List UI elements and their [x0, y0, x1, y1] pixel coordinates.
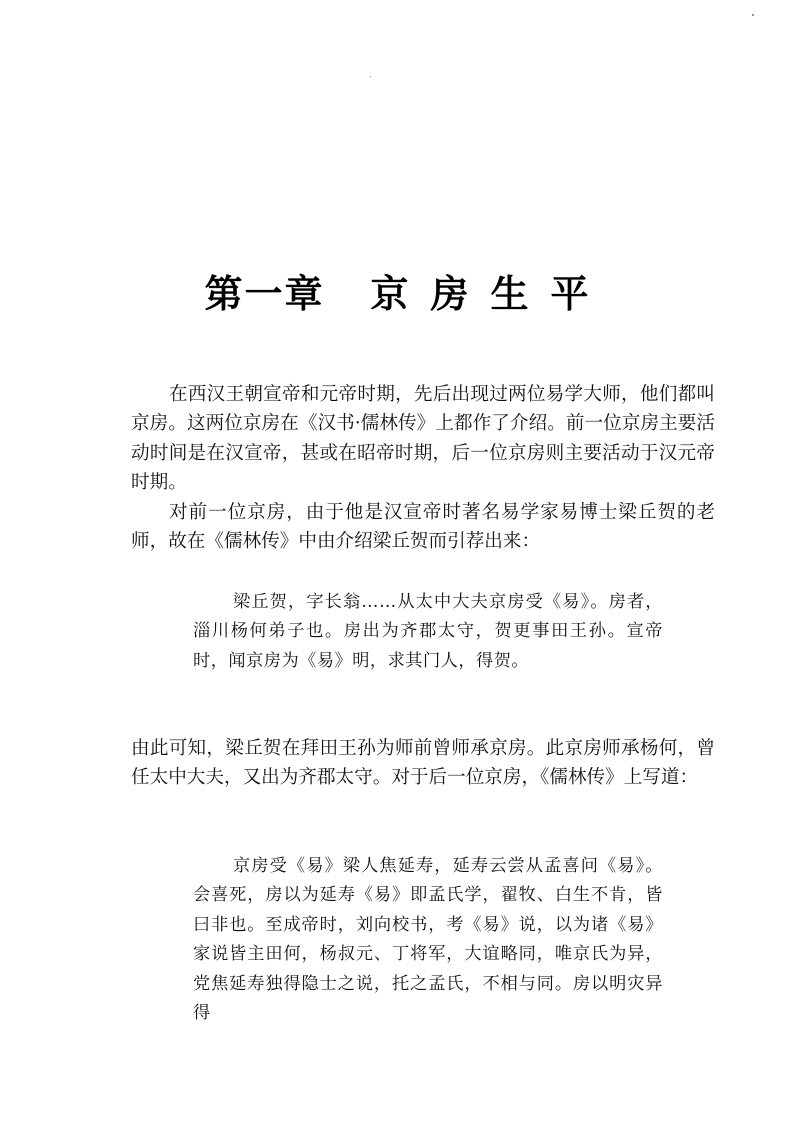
- chapter-title: [0, 270, 793, 318]
- chapter-name: 京房生平: [370, 271, 611, 316]
- scan-speck: [752, 14, 754, 16]
- body-paragraph-2: 对前一位京房，由于他是汉宣帝时著名易学家易博士梁丘贺的老师，故在《儒林传》中由介绍梁丘贺而引荐出来：: [131, 502, 715, 553]
- body-paragraph-1: 在西汉王朝宣帝和元帝时期，先后出现过两位易学大师，他们都叫京房。这两位京房在《汉书·儒林传》上都作了介绍。前一位京房主要活动时间是在汉宣帝，甚或在昭帝时期，后一位京房则主要活动于汉元帝时期。: [131, 384, 715, 494]
- block-quote-1: 梁丘贺，字长翁……从太中大夫京房受《易》。房者，淄川杨何弟子也。房出为齐郡太守，贺更事田王孙。宣帝时，闻京房为《易》明，求其门人，得贺。: [193, 592, 663, 671]
- body-paragraph-3: 由此可知，梁丘贺在拜田王孙为师前曾师承京房。此京房师承杨何，曾任太中大夫，又出为齐郡太守。对于后一位京房，《儒林传》上写道：: [131, 738, 715, 789]
- chapter-number: 第一章: [204, 271, 325, 316]
- block-quote-2: 京房受《易》梁人焦延寿，延寿云尝从孟喜问《易》。会喜死，房以为延寿《易》即孟氏学，翟牧、白生不肯，皆曰非也。至成帝时，刘向校书，考《易》说，以为诸《易》家说皆主田何，杨叔元、丁将军，大谊略同，唯京氏为异，党焦延寿独得隐士之说，托之孟氏，不相与同。房以明灾异得: [193, 856, 663, 1024]
- scan-speck: [370, 76, 371, 77]
